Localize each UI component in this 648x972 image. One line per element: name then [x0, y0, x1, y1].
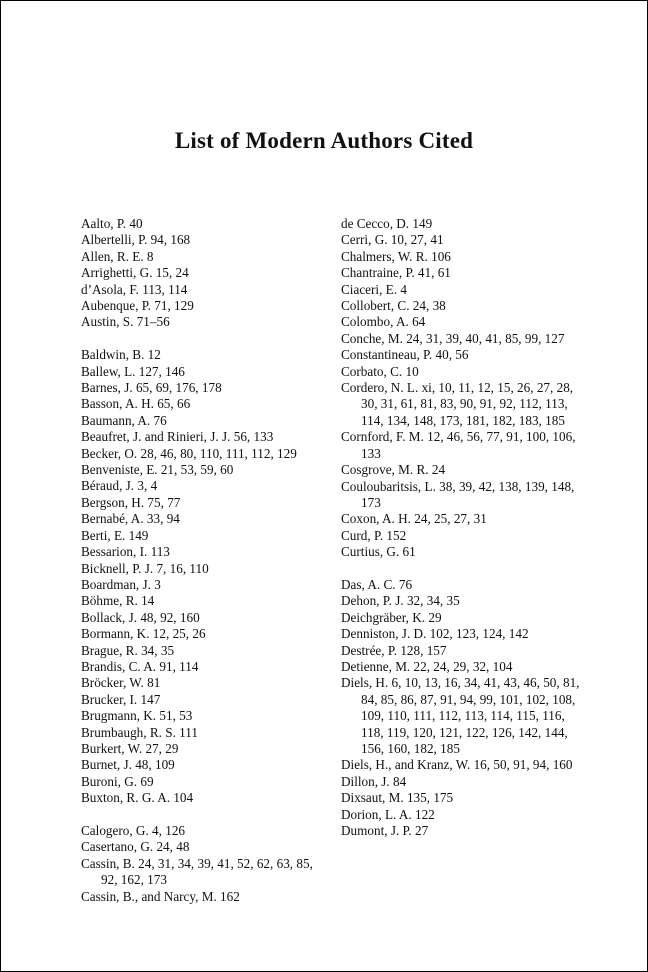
- index-entry: Bröcker, W. 81: [81, 675, 161, 691]
- index-entry: Casertano, G. 24, 48: [81, 839, 190, 855]
- index-entry: Corbato, C. 10: [341, 363, 419, 379]
- index-entry: Beaufret, J. and Rinieri, J. J. 56, 133: [81, 429, 274, 445]
- index-entry: Cassin, B. 24, 31, 34, 39, 41, 52, 62, 63, 85, 92, 162, 173: [81, 855, 313, 888]
- index-entry: Brandis, C. A. 91, 114: [81, 658, 199, 674]
- index-entry: Constantineau, P. 40, 56: [341, 347, 469, 363]
- index-column-left: [81, 216, 327, 905]
- index-entry: Brague, R. 34, 35: [81, 642, 175, 658]
- index-entry: Diels, H. 6, 10, 13, 16, 34, 41, 43, 46, 50, 81, 84, 85, 86, 87, 91, 94, 99, 101, 102, 108, 109, 110, 111, 112, 113, 114, 115, 116, 118, 119, 120, 121, 122, 126, 142, 144, 156, 160, 182, 185: [341, 675, 580, 756]
- section-gap: [81, 807, 327, 823]
- index-entry: Das, A. C. 76: [341, 576, 413, 592]
- index-entry: Burnet, J. 48, 109: [81, 757, 175, 773]
- index-entry: Couloubaritsis, L. 38, 39, 42, 138, 139, 148, 173: [341, 478, 575, 510]
- index-entry: Bessarion, I. 113: [81, 544, 170, 560]
- index-entry: Destrée, P. 128, 157: [341, 642, 447, 658]
- index-entry: Arrighetti, G. 15, 24: [81, 265, 189, 281]
- index-entry: Conche, M. 24, 31, 39, 40, 41, 85, 99, 127: [341, 330, 565, 346]
- index-entry: Collobert, C. 24, 38: [341, 298, 446, 314]
- index-entry: Böhme, R. 14: [81, 593, 155, 609]
- index-entry: Chantraine, P. 41, 61: [341, 265, 451, 281]
- index-entry: Dumont, J. P. 27: [341, 823, 429, 839]
- index-entry: Aubenque, P. 71, 129: [81, 298, 194, 314]
- index-entry: Burkert, W. 27, 29: [81, 740, 179, 756]
- index-entry: Barnes, J. 65, 69, 176, 178: [81, 380, 222, 396]
- index-entry: Basson, A. H. 65, 66: [81, 396, 191, 412]
- index-entry: Colombo, A. 64: [341, 314, 426, 330]
- index-entry: Cosgrove, M. R. 24: [341, 462, 446, 478]
- index-entry: Detienne, M. 22, 24, 29, 32, 104: [341, 658, 513, 674]
- index-entry: Brumbaugh, R. S. 111: [81, 724, 198, 740]
- index-entry: Dehon, P. J. 32, 34, 35: [341, 593, 460, 609]
- index-entry: Cornford, F. M. 12, 46, 56, 77, 91, 100, 106, 133: [341, 429, 576, 461]
- index-entry: Diels, H., and Kranz, W. 16, 50, 91, 94, 160: [341, 757, 573, 773]
- index-entry: Dillon, J. 84: [341, 773, 407, 789]
- index-entry: Chalmers, W. R. 106: [341, 248, 451, 264]
- index-entry: Denniston, J. D. 102, 123, 124, 142: [341, 626, 529, 642]
- index-entry: de Cecco, D. 149: [341, 216, 433, 231]
- index-entry: Buroni, G. 69: [81, 773, 154, 789]
- index-entry: Albertelli, P. 94, 168: [81, 232, 191, 248]
- index-entry: Cassin, B., and Narcy, M. 162: [81, 888, 240, 904]
- index-entry: Benveniste, E. 21, 53, 59, 60: [81, 462, 234, 478]
- index-entry: Brucker, I. 147: [81, 691, 161, 707]
- index-entry: Béraud, J. 3, 4: [81, 478, 158, 494]
- index-entry: Ballew, L. 127, 146: [81, 363, 185, 379]
- page-title: List of Modern Authors Cited: [174, 128, 474, 153]
- index-entry: Cerri, G. 10, 27, 41: [341, 232, 444, 248]
- index-entry: Coxon, A. H. 24, 25, 27, 31: [341, 511, 487, 527]
- section-gap: [81, 331, 327, 347]
- index-entry: Cordero, N. L. xi, 10, 11, 12, 15, 26, 27, 28, 30, 31, 61, 81, 83, 90, 91, 92, 112, 113, 114, 134, 148, 173, 181, 182, 183, 185: [341, 380, 574, 428]
- index-entry: Austin, S. 71–56: [81, 314, 170, 330]
- index-entry: Baumann, A. 76: [81, 412, 167, 428]
- index-entry: Bergson, H. 75, 77: [81, 494, 181, 510]
- index-entry: Baldwin, B. 12: [81, 347, 161, 363]
- index-entry: Bicknell, P. J. 7, 16, 110: [81, 560, 209, 576]
- index-entry: Curtius, G. 61: [341, 544, 416, 560]
- index-entry: Deichgräber, K. 29: [341, 609, 442, 625]
- index-column-right: [341, 216, 586, 839]
- index-entry: Boardman, J. 3: [81, 576, 161, 592]
- index-entry: Aalto, P. 40: [81, 216, 143, 231]
- index-entry: Ciaceri, E. 4: [341, 281, 407, 297]
- index-entry: Dorion, L. A. 122: [341, 806, 435, 822]
- index-entry: d’Asola, F. 113, 114: [81, 281, 188, 297]
- index-entry: Brugmann, K. 51, 53: [81, 708, 193, 724]
- index-entry: Buxton, R. G. A. 104: [81, 790, 194, 806]
- index-entry: Allen, R. E. 8: [81, 248, 154, 264]
- index-entry: Bollack, J. 48, 92, 160: [81, 609, 200, 625]
- section-gap: [341, 561, 586, 577]
- index-entry: Becker, O. 28, 46, 80, 110, 111, 112, 129: [81, 445, 297, 461]
- index-entry: Dixsaut, M. 135, 175: [341, 790, 454, 806]
- index-entry: Calogero, G. 4, 126: [81, 823, 186, 838]
- index-entry: Bormann, K. 12, 25, 26: [81, 626, 206, 642]
- index-entry: Curd, P. 152: [341, 527, 407, 543]
- index-entry: Bernabé, A. 33, 94: [81, 511, 180, 527]
- index-entry: Berti, E. 149: [81, 527, 149, 543]
